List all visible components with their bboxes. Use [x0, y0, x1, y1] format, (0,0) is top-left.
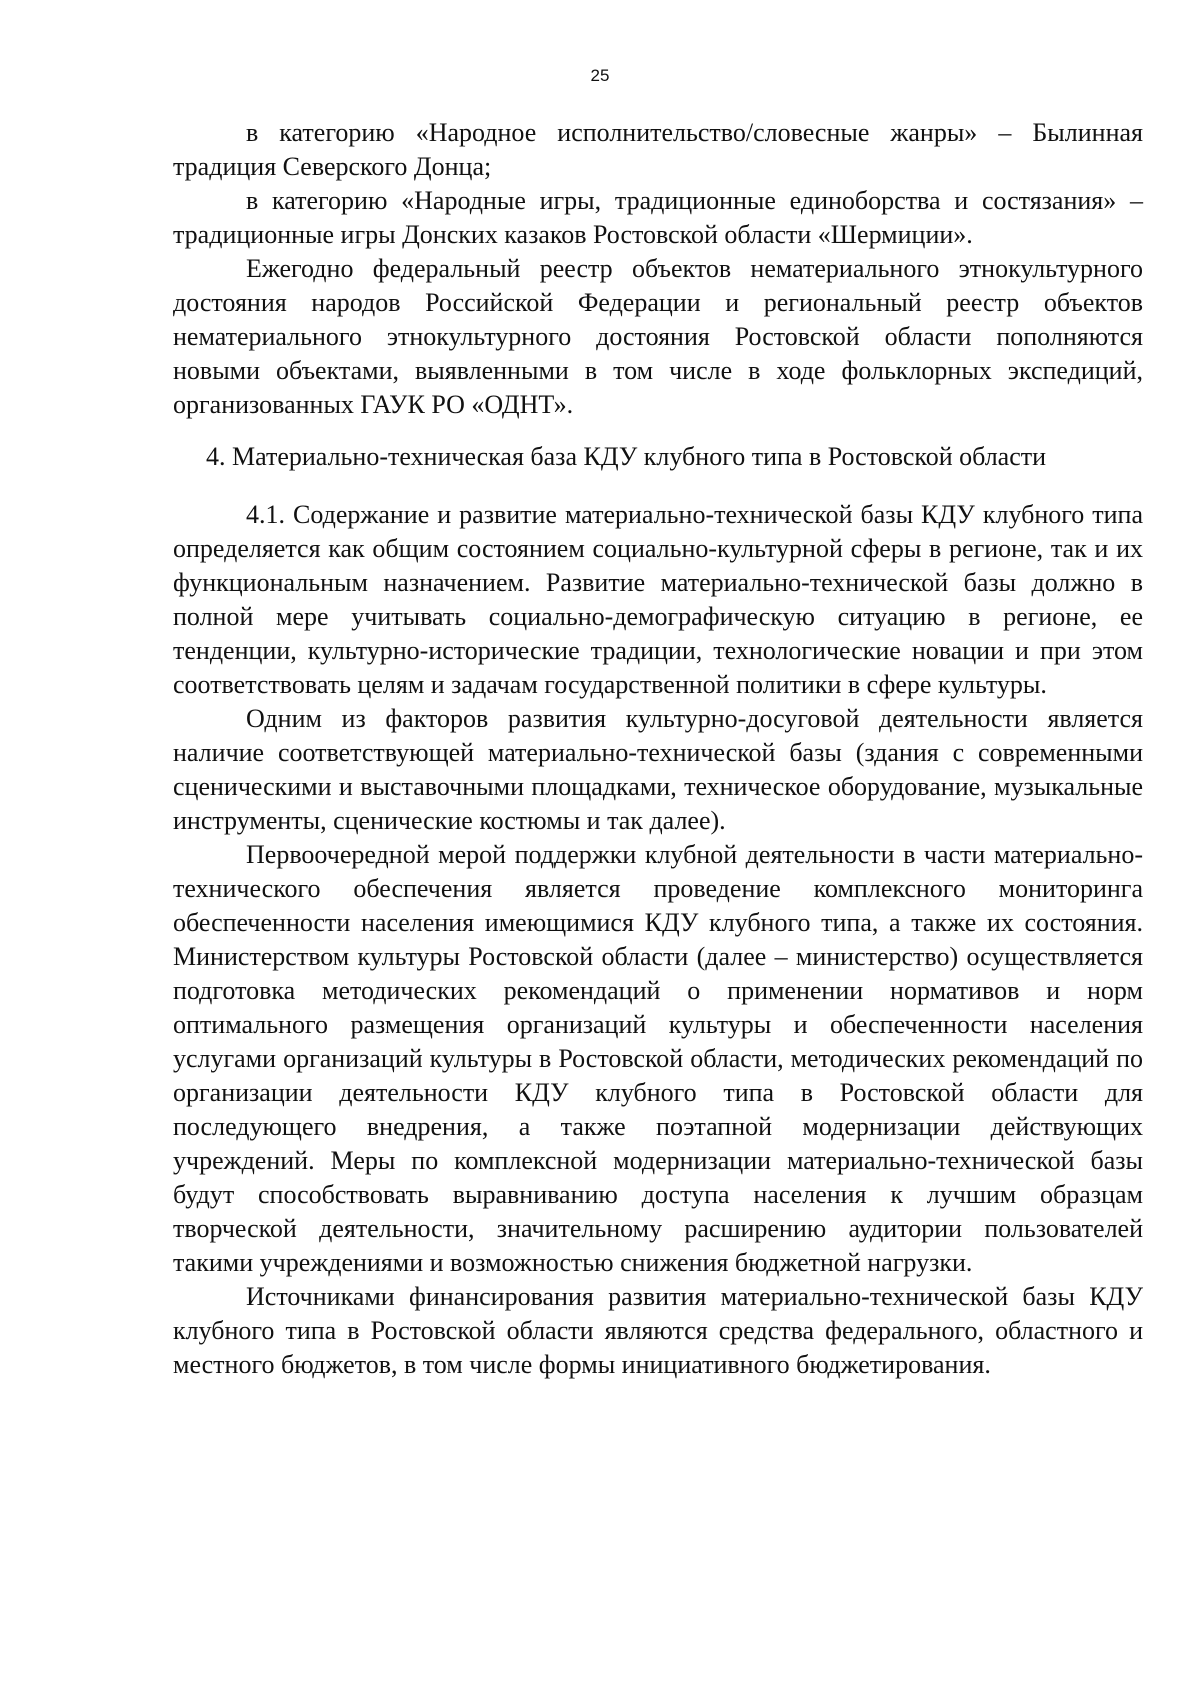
paragraph: Источниками финансирования развития материально-технической базы КДУ клубного типа в Ростовской области являются средства федерального, областного и местного бюджетов, в том числе формы инициативного бюджетирования. [173, 1282, 1143, 1379]
paragraph: в категорию «Народное исполнительство/словесные жанры» – Былинная традиция Северского Донца; [173, 118, 1143, 181]
paragraph: Первоочередной мерой поддержки клубной деятельности в части материально-технического обеспечения является проведение комплексного мониторинга обеспеченности населения имеющимися КДУ клубного типа, а также их состояния. Министерством культуры Ростовской области (далее – министерство) осуществляется подготовка методических рекомендаций о применении нормативов и норм оптимального размещения организаций культуры и обеспеченности населения услугами организаций культуры в Ростовской области, методических рекомендаций по организации деятельности КДУ клубного типа в Ростовской области для последующего внедрения, а также поэтапной модернизации действующих учреждений. Меры по комплексной модернизации материально-технической базы будут способствовать выравниванию доступа населения к лучшим образцам творческой деятельности, значительному расширению аудитории пользователей такими учреждениями и возможностью снижения бюджетной нагрузки. [173, 840, 1143, 1277]
document-body [173, 116, 1143, 1382]
paragraph: Одним из факторов развития культурно-досуговой деятельности является наличие соответствующей материально-технической базы (здания с современными сценическими и выставочными площадками, техническое оборудование, музыкальные инструменты, сценические костюмы и так далее). [173, 704, 1143, 835]
paragraph: Ежегодно федеральный реестр объектов нематериального этнокультурного достояния народов Российской Федерации и региональный реестр объектов нематериального этнокультурного достояния Ростовской области пополняются новыми объектами, выявленными в том числе в ходе фольклорных экспедиций, организованных ГАУК РО «ОДНТ». [173, 254, 1143, 419]
paragraph: 4.1. Содержание и развитие материально-технической базы КДУ клубного типа определяется как общим состоянием социально-культурной сферы в регионе, так и их функциональным назначением. Развитие материально-технической базы должно в полной мере учитывать социально-демографическую ситуацию в регионе, ее тенденции, культурно-исторические традиции, технологические новации и при этом соответствовать целям и задачам государственной политики в сфере культуры. [173, 500, 1143, 699]
paragraph: в категорию «Народные игры, традиционные единоборства и состязания» – традиционные игры Донских казаков Ростовской области «Шермиции». [173, 186, 1143, 249]
section-heading: 4. Материально-техническая база КДУ клубного типа в Ростовской области [206, 442, 1047, 471]
page-number: 25 [590, 66, 610, 85]
